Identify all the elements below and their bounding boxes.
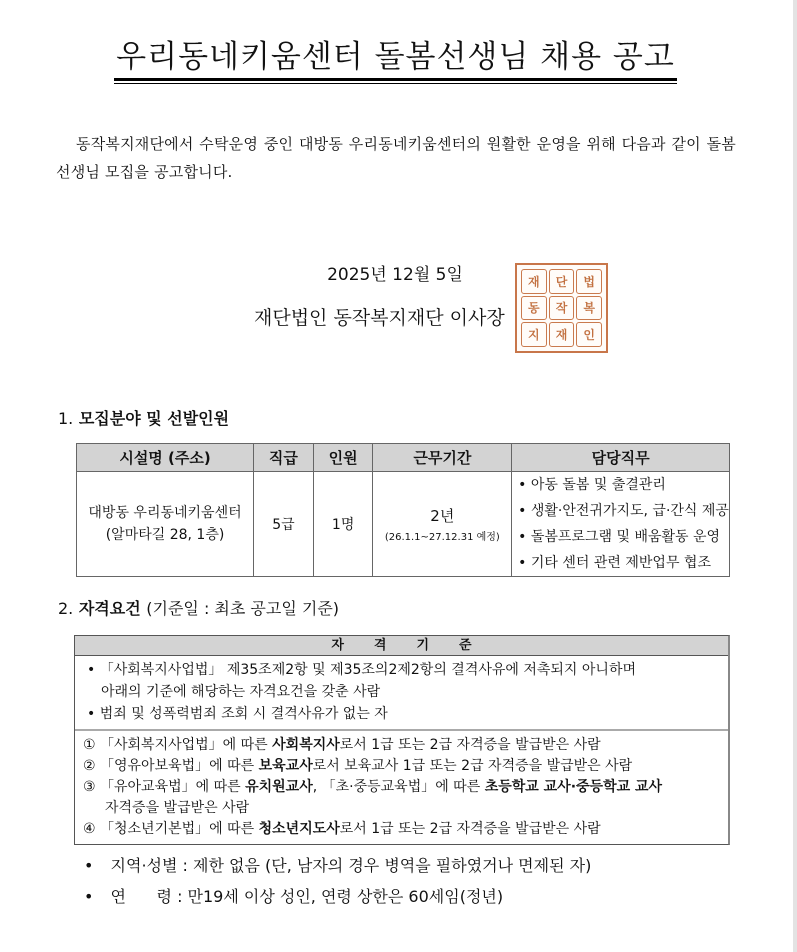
cell-period (373, 472, 512, 577)
underline-thin (114, 83, 677, 84)
bullet: • (84, 887, 94, 906)
title-double-underline (114, 78, 677, 84)
table-header-row (77, 444, 730, 472)
section-note: (기준일 : 최초 공고일 기준) (146, 599, 340, 618)
seal-char: 재 (549, 322, 575, 347)
col-header-count: 인원 (313, 444, 373, 472)
section-2-heading (58, 596, 339, 619)
col-header-period: 근무기간 (373, 444, 512, 472)
condition-region-gender (84, 853, 591, 876)
section-title: 자격요건 (78, 599, 141, 618)
bullet: • (84, 856, 94, 875)
col-header-grade: 직급 (254, 444, 314, 472)
condition-age (84, 884, 503, 907)
seal-char: 지 (521, 322, 547, 347)
item-text: ④ 「청소년기본법」에 따른 (83, 821, 259, 837)
facility-name: 대방동 우리동네키움센터 (88, 505, 242, 521)
qualification-item (83, 777, 728, 798)
underline-thick (114, 78, 677, 81)
qualification-item (83, 735, 728, 756)
official-seal-icon (515, 263, 608, 353)
table-row (77, 472, 730, 577)
seal-char: 재 (521, 269, 547, 294)
qualification-item (83, 819, 728, 840)
section-1-heading (58, 406, 229, 429)
seal-char: 복 (576, 296, 602, 321)
condition-text: : 제한 없음 (단, 남자의 경우 병역을 필하였거나 면제된 자) (182, 856, 592, 875)
certificate-requirements (75, 731, 728, 844)
duty-item: • 생활·안전귀가지도, 급·간식 제공 (518, 503, 729, 519)
announcement-date: 2025년 12월 5일 (327, 265, 463, 285)
item-text: 로서 1급 또는 2급 자격증을 발급받은 사람 (339, 737, 601, 753)
page-title: 우리동네키움센터 돌봄선생님 채용 공고 (116, 39, 675, 75)
condition-text: : 만19세 이상 성인, 연령 상한은 60세임(정년) (177, 887, 504, 906)
condition-label: 지역·성별 (110, 856, 178, 875)
item-text: 로서 보육교사 1급 또는 2급 자격증을 발급받은 사람 (312, 758, 633, 774)
section-title: 모집분야 및 선발인원 (78, 409, 230, 428)
cell-grade: 5급 (254, 472, 314, 577)
seal-char: 단 (549, 269, 575, 294)
section-number: 1. (58, 409, 74, 428)
duty-item: • 기타 센터 관련 제반업무 협조 (518, 555, 711, 571)
cell-duties (512, 472, 730, 577)
requirement-line: • 「사회복지사업법」 제35조제2항 및 제35조의2제2항의 결격사유에 저촉되지 아니하며 (87, 662, 637, 678)
seal-char: 인 (576, 322, 602, 347)
item-text: ① 「사회복지사업법」에 따른 (83, 737, 273, 753)
col-header-duties: 담당직무 (512, 444, 730, 472)
period-duration: 2년 (430, 507, 455, 525)
item-text: 로서 1급 또는 2급 자격증을 발급받은 사람 (339, 821, 601, 837)
general-requirements (75, 656, 728, 731)
qualification-table (74, 635, 730, 845)
item-bold: 사회복지사 (272, 737, 340, 753)
organization-signatory: 재단법인 동작복지재단 이사장 (254, 307, 505, 329)
item-bold: 초등학교 교사·중등학교 교사 (484, 779, 663, 795)
seal-char: 작 (549, 296, 575, 321)
item-text: ② 「영유아보육법」에 따른 (83, 758, 259, 774)
requirement-line: 아래의 기준에 해당하는 자격요건을 갖춘 사람 (101, 684, 381, 700)
intro-paragraph: 동작복지재단에서 수탁운영 중인 대방동 우리동네키움센터의 원활한 운영을 위해 다음과 같이 돌봄선생님 모집을 공고합니다. (56, 135, 736, 181)
cell-facility (77, 472, 254, 577)
col-header-facility: 시설명 (주소) (77, 444, 254, 472)
qualification-item (83, 756, 728, 777)
facility-address: (알마타길 28, 1층) (105, 527, 225, 543)
cell-count: 1명 (313, 472, 373, 577)
item-bold: 보육교사 (258, 758, 313, 774)
item-text: , 「초·중등교육법」에 따른 (312, 779, 485, 795)
item-text: ③ 「유아교육법」에 따른 (83, 779, 246, 795)
requirement-line: • 범죄 및 성폭력범죄 조회 시 결격사유가 없는 자 (87, 706, 388, 722)
section-number: 2. (58, 599, 74, 618)
duty-item: • 돌봄프로그램 및 배움활동 운영 (518, 529, 721, 545)
vertical-scrollbar[interactable] (793, 0, 797, 952)
seal-char: 동 (521, 296, 547, 321)
qualification-item-continuation: 자격증을 발급받은 사람 (105, 800, 250, 816)
duty-item: • 아동 돌봄 및 출결관리 (518, 477, 666, 493)
item-bold: 청소년지도사 (258, 821, 340, 837)
seal-char: 법 (576, 269, 602, 294)
item-bold: 유치원교사 (245, 779, 313, 795)
period-dates: (26.1.1~27.12.31 예정) (384, 532, 500, 543)
condition-label: 연 령 (110, 887, 172, 906)
recruitment-table (76, 443, 730, 577)
qualification-header: 자격기준 (75, 636, 728, 656)
